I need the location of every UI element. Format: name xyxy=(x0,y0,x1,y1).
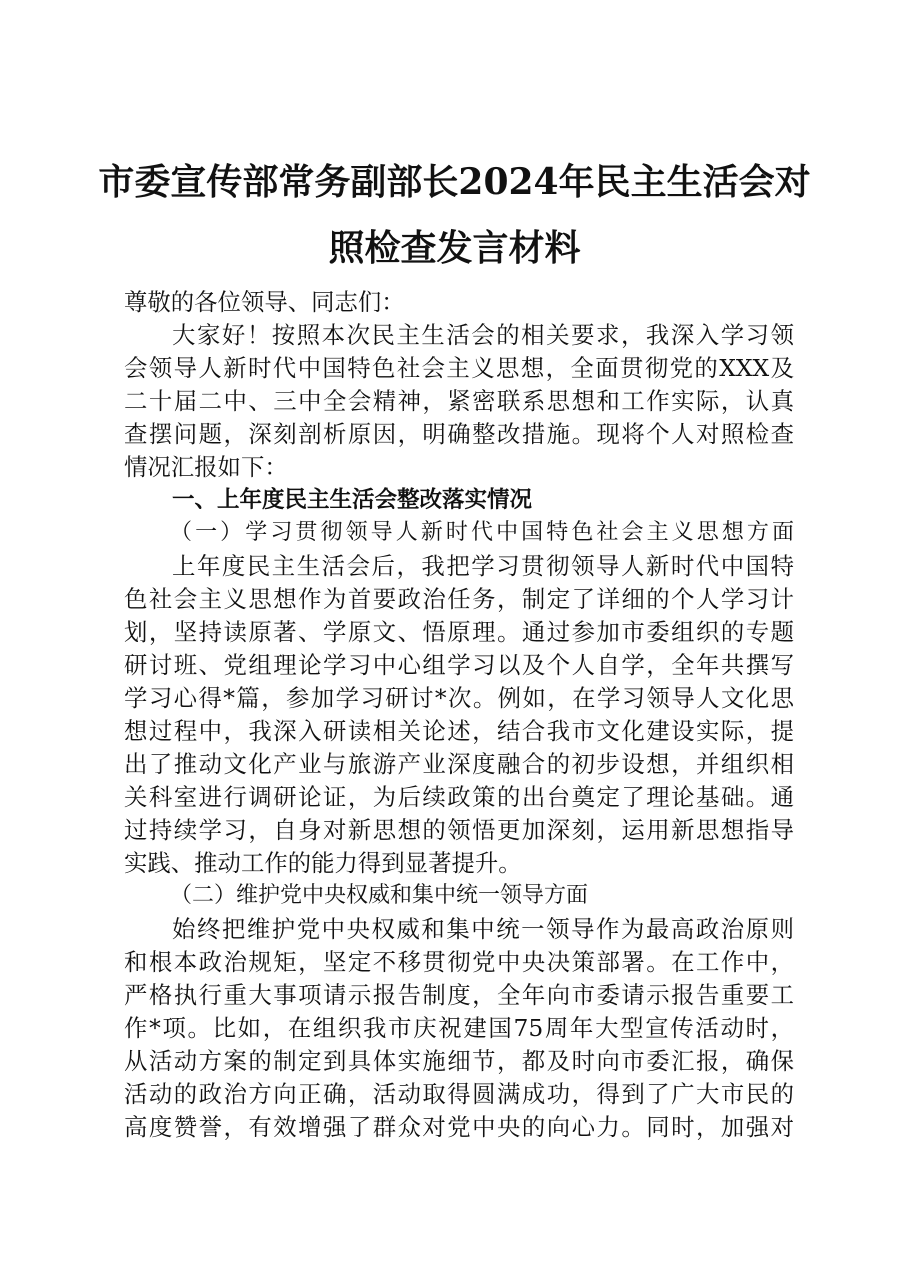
paragraph-line: 从活动方案的制定到具体实施细节，都及时向市委汇报，确保 xyxy=(124,1047,794,1075)
intro-line: 情况汇报如下： xyxy=(124,453,288,481)
paragraph-line: 活动的政治方向正确，活动取得圆满成功，得到了广大市民的 xyxy=(124,1080,794,1108)
intro-line: 二十届二中、三中全会精神，紧密联系思想和工作实际，认真 xyxy=(124,387,794,415)
intro-line: 查摆问题，深刻剖析原因，明确整改措施。现将个人对照检查 xyxy=(124,420,794,448)
intro-line: 会领导人新时代中国特色社会主义思想，全面贯彻党的XXX及 xyxy=(124,354,794,382)
document-title-line-1: 市委宣传部常务副部长2024年民主生活会对 xyxy=(98,161,811,203)
paragraph-line: 出了推动文化产业与旅游产业深度融合的初步设想，并组织相 xyxy=(124,750,794,778)
section-heading: 一、上年度民主生活会整改落实情况 xyxy=(172,487,533,513)
paragraph-line: 上年度民主生活会后，我把学习贯彻领导人新时代中国特 xyxy=(172,552,794,580)
paragraph-line: 和根本政治规矩，坚定不移贯彻党中央决策部署。在工作中， xyxy=(124,948,794,976)
subsection-heading: （二）维护党中央权威和集中统一领导方面 xyxy=(170,883,589,908)
paragraph-line: 作*项。比如，在组织我市庆祝建国75周年大型宣传活动时， xyxy=(124,1014,794,1042)
paragraph-line: 学习心得*篇，参加学习研讨*次。例如，在学习领导人文化思 xyxy=(124,684,794,712)
subsection-heading: （一）学习贯彻领导人新时代中国特色社会主义思想方面 xyxy=(170,520,794,545)
paragraph-line: 研讨班、党组理论学习中心组学习以及个人自学，全年共撰写 xyxy=(124,651,794,679)
paragraph-line: 始终把维护党中央权威和集中统一领导作为最高政治原则 xyxy=(172,915,794,943)
paragraph-line: 过持续学习，自身对新思想的领悟更加深刻，运用新思想指导 xyxy=(124,816,794,844)
paragraph-line: 想过程中，我深入研读相关论述，结合我市文化建设实际，提 xyxy=(124,717,794,745)
paragraph-line: 实践、推动工作的能力得到显著提升。 xyxy=(124,849,522,877)
intro-line: 大家好！按照本次民主生活会的相关要求，我深入学习领 xyxy=(172,321,794,349)
document-title-line-2: 照检查发言材料 xyxy=(328,227,581,269)
paragraph-line: 高度赞誉，有效增强了群众对党中央的向心力。同时，加强对 xyxy=(124,1113,794,1141)
paragraph-line: 划，坚持读原著、学原文、悟原理。通过参加市委组织的专题 xyxy=(124,618,794,646)
paragraph-line: 严格执行重大事项请示报告制度，全年向市委请示报告重要工 xyxy=(124,981,794,1009)
salutation: 尊敬的各位领导、同志们： xyxy=(124,288,405,316)
paragraph-line: 色社会主义思想作为首要政治任务，制定了详细的个人学习计 xyxy=(124,585,794,613)
paragraph-line: 关科室进行调研论证，为后续政策的出台奠定了理论基础。通 xyxy=(124,783,794,811)
